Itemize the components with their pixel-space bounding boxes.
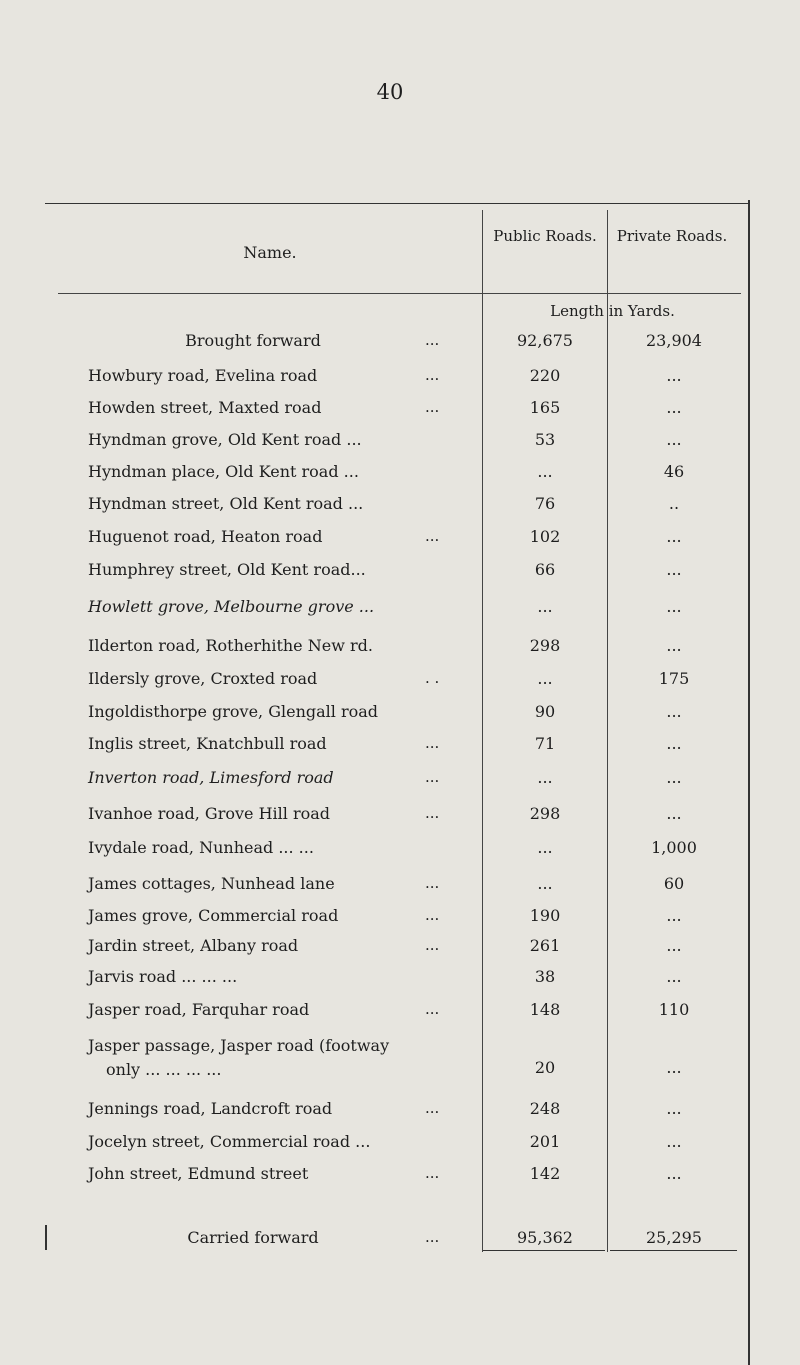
- row-public: ...: [537, 838, 553, 857]
- row-private: ...: [666, 906, 682, 925]
- table-row-brought-forward: [0, 331, 800, 355]
- row-public: 201: [529, 1132, 561, 1151]
- table-row: [0, 1132, 800, 1156]
- row-leader: ...: [425, 1000, 440, 1018]
- row-private: ...: [666, 1058, 682, 1077]
- row-private: ...: [666, 967, 682, 986]
- header-public-roads: Public Roads.: [493, 227, 597, 245]
- row-private: ...: [666, 398, 682, 417]
- row-public: ...: [537, 768, 553, 787]
- row-leader: ...: [425, 398, 440, 416]
- row-private: ..: [668, 494, 680, 513]
- table-row: [0, 1099, 800, 1123]
- table-row: [0, 560, 800, 584]
- row-private: 46: [663, 462, 685, 481]
- row-name-line-1: Jasper passage, Jasper road (footway: [88, 1036, 390, 1055]
- row-name: Humphrey street, Old Kent road...: [88, 560, 366, 579]
- row-name: John street, Edmund street: [88, 1164, 309, 1183]
- row-leader: ...: [425, 734, 440, 752]
- table-row: [0, 462, 800, 486]
- row-public: 92,675: [517, 331, 573, 350]
- row-public: 261: [529, 936, 561, 955]
- row-public: 76: [534, 494, 556, 513]
- row-name: Brought forward: [185, 331, 321, 350]
- table-row: [0, 1034, 800, 1082]
- row-private: ...: [666, 430, 682, 449]
- total-leader: ...: [425, 1228, 440, 1246]
- row-name: Jocelyn street, Commercial road ...: [88, 1132, 371, 1151]
- row-public: 66: [534, 560, 556, 579]
- row-public: 102: [529, 527, 561, 546]
- table-row: [0, 1164, 800, 1188]
- table-row: [0, 636, 800, 660]
- row-private: 60: [663, 874, 685, 893]
- table-row: [0, 804, 800, 828]
- row-name: Huguenot road, Heaton road: [88, 527, 323, 546]
- row-private: 23,904: [646, 331, 702, 350]
- row-name-line-2: only ... ... ... ...: [106, 1060, 222, 1079]
- row-name: Hyndman street, Old Kent road ...: [88, 494, 364, 513]
- row-name: Ivanhoe road, Grove Hill road: [88, 804, 331, 823]
- total-private: 25,295: [646, 1228, 702, 1247]
- row-leader: ...: [425, 331, 440, 349]
- row-private: 1,000: [651, 838, 697, 857]
- row-public: 298: [529, 636, 561, 655]
- row-private: ...: [666, 597, 682, 616]
- row-name: Jardin street, Albany road: [88, 936, 299, 955]
- row-name: Ivydale road, Nunhead ... ...: [88, 838, 314, 857]
- row-leader: ...: [425, 366, 440, 384]
- row-public: 190: [529, 906, 561, 925]
- row-leader: ...: [425, 804, 440, 822]
- row-private: 110: [658, 1000, 690, 1019]
- table-row: [0, 1000, 800, 1024]
- total-label: Carried forward: [187, 1228, 319, 1247]
- row-leader: ...: [425, 874, 440, 892]
- row-leader: ...: [425, 906, 440, 924]
- table-row: [0, 597, 800, 621]
- table-row-carried-forward: [0, 1228, 800, 1252]
- row-name: Ildersly grove, Croxted road: [88, 669, 318, 688]
- row-name: Jarvis road ... ... ...: [88, 967, 238, 986]
- header-private-roads: Private Roads.: [616, 227, 728, 245]
- row-public: 248: [529, 1099, 561, 1118]
- row-leader: . .: [425, 669, 440, 687]
- row-leader: ...: [425, 1164, 440, 1182]
- row-public: ...: [537, 669, 553, 688]
- row-name: James cottages, Nunhead lane: [88, 874, 335, 893]
- row-public: ...: [537, 462, 553, 481]
- row-private: ...: [666, 804, 682, 823]
- row-private: ...: [666, 1164, 682, 1183]
- row-name: Howbury road, Evelina road: [88, 366, 318, 385]
- row-public: 38: [534, 967, 556, 986]
- row-public: ...: [537, 874, 553, 893]
- unit-caption: Length in Yards.: [550, 302, 675, 320]
- row-private: ...: [666, 1099, 682, 1118]
- table-row: [0, 669, 800, 693]
- row-public: 298: [529, 804, 561, 823]
- table-row: [0, 967, 800, 991]
- row-public: 220: [529, 366, 561, 385]
- row-public: 90: [534, 702, 556, 721]
- row-private: ...: [666, 636, 682, 655]
- table-row: [0, 398, 800, 422]
- row-name: Inglis street, Knatchbull road: [88, 734, 327, 753]
- row-leader: ...: [425, 768, 440, 786]
- row-name: James grove, Commercial road: [88, 906, 339, 925]
- row-public: ...: [537, 597, 553, 616]
- table-row: [0, 838, 800, 862]
- table-row: [0, 494, 800, 518]
- table-row: [0, 527, 800, 551]
- row-leader: ...: [425, 527, 440, 545]
- row-leader: ...: [425, 1099, 440, 1117]
- row-private: ...: [666, 768, 682, 787]
- row-private: ...: [666, 734, 682, 753]
- table-row: [0, 702, 800, 726]
- header-rule: [58, 293, 741, 294]
- row-name: Ilderton road, Rotherhithe New rd.: [88, 636, 373, 655]
- table-top-border: [45, 203, 750, 204]
- row-public: 71: [534, 734, 556, 753]
- row-public: 148: [529, 1000, 561, 1019]
- table-row: [0, 936, 800, 960]
- row-public: 53: [534, 430, 556, 449]
- header-name: Name.: [243, 243, 297, 262]
- total-public: 95,362: [517, 1228, 573, 1247]
- row-name: Howlett grove, Melbourne grove ...: [88, 597, 375, 616]
- table-row: [0, 874, 800, 898]
- row-name: Inverton road, Limesford road: [88, 768, 334, 787]
- row-private: ...: [666, 560, 682, 579]
- row-private: ...: [666, 527, 682, 546]
- row-name: Hyndman grove, Old Kent road ...: [88, 430, 362, 449]
- row-name: [88, 1034, 478, 1082]
- table-row: [0, 430, 800, 454]
- row-name: Jasper road, Farquhar road: [88, 1000, 310, 1019]
- table-row: [0, 906, 800, 930]
- row-private: ...: [666, 1132, 682, 1151]
- row-public: 165: [529, 398, 561, 417]
- row-public: 20: [534, 1058, 556, 1077]
- row-private: ...: [666, 936, 682, 955]
- row-public: 142: [529, 1164, 561, 1183]
- table-row: [0, 366, 800, 390]
- row-name: Howden street, Maxted road: [88, 398, 322, 417]
- row-leader: ...: [425, 936, 440, 954]
- row-private: ...: [666, 366, 682, 385]
- row-name: Ingoldisthorpe grove, Glengall road: [88, 702, 379, 721]
- table-row: [0, 734, 800, 758]
- page-number: 40: [376, 80, 404, 104]
- row-name: Hyndman place, Old Kent road ...: [88, 462, 359, 481]
- row-private: 175: [658, 669, 690, 688]
- row-name: Jennings road, Landcroft road: [88, 1099, 333, 1118]
- row-private: ...: [666, 702, 682, 721]
- table-row: [0, 768, 800, 792]
